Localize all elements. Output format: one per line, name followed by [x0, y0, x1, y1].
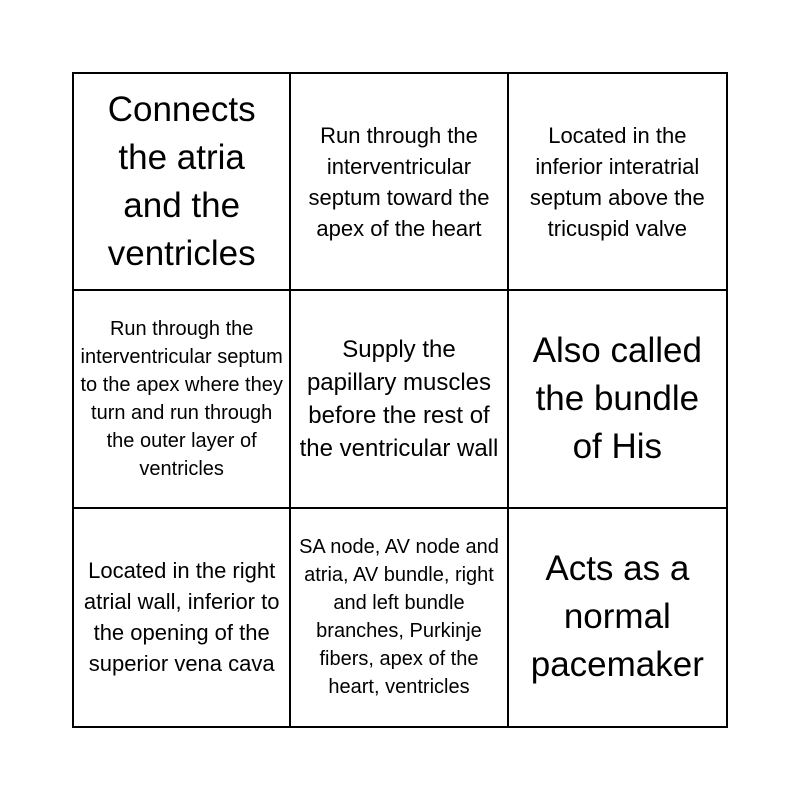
- bingo-cell-2[interactable]: [291, 74, 508, 291]
- bingo-cell-text: Supply the papillary muscles before the rest of the ventricular wall: [299, 335, 499, 462]
- bingo-cell-text: Located in the inferior interatrial septum above the tricuspid valve: [529, 122, 705, 241]
- bingo-cell-8[interactable]: [291, 509, 508, 726]
- bingo-cell-text: Also called the bundle of His: [532, 330, 702, 466]
- bingo-cell-7[interactable]: [74, 509, 291, 726]
- bingo-cell-1[interactable]: [74, 74, 291, 291]
- bingo-cell-text: Run through the interventricular septum to the apex where they turn and run through the outer layer of ventricles: [80, 317, 283, 480]
- bingo-cell-9[interactable]: [509, 509, 726, 726]
- bingo-cell-text: Located in the right atrial wall, inferior to the opening of the superior vena cava: [83, 558, 280, 677]
- bingo-cell-3[interactable]: [509, 74, 726, 291]
- bingo-cell-text: Run through the interventricular septum toward the apex of the heart: [308, 122, 490, 241]
- bingo-cell-4[interactable]: [74, 291, 291, 508]
- bingo-cell-text: Acts as a normal pacemaker: [530, 549, 704, 685]
- bingo-cell-5[interactable]: [291, 291, 508, 508]
- bingo-cell-text: SA node, AV node and atria, AV bundle, right and left bundle branches, Purkinje fibers, apex of the heart, ventricles: [299, 536, 499, 699]
- bingo-board: [72, 72, 728, 728]
- bingo-cell-text: Connects the atria and the ventricles: [107, 89, 256, 273]
- bingo-cell-6[interactable]: [509, 291, 726, 508]
